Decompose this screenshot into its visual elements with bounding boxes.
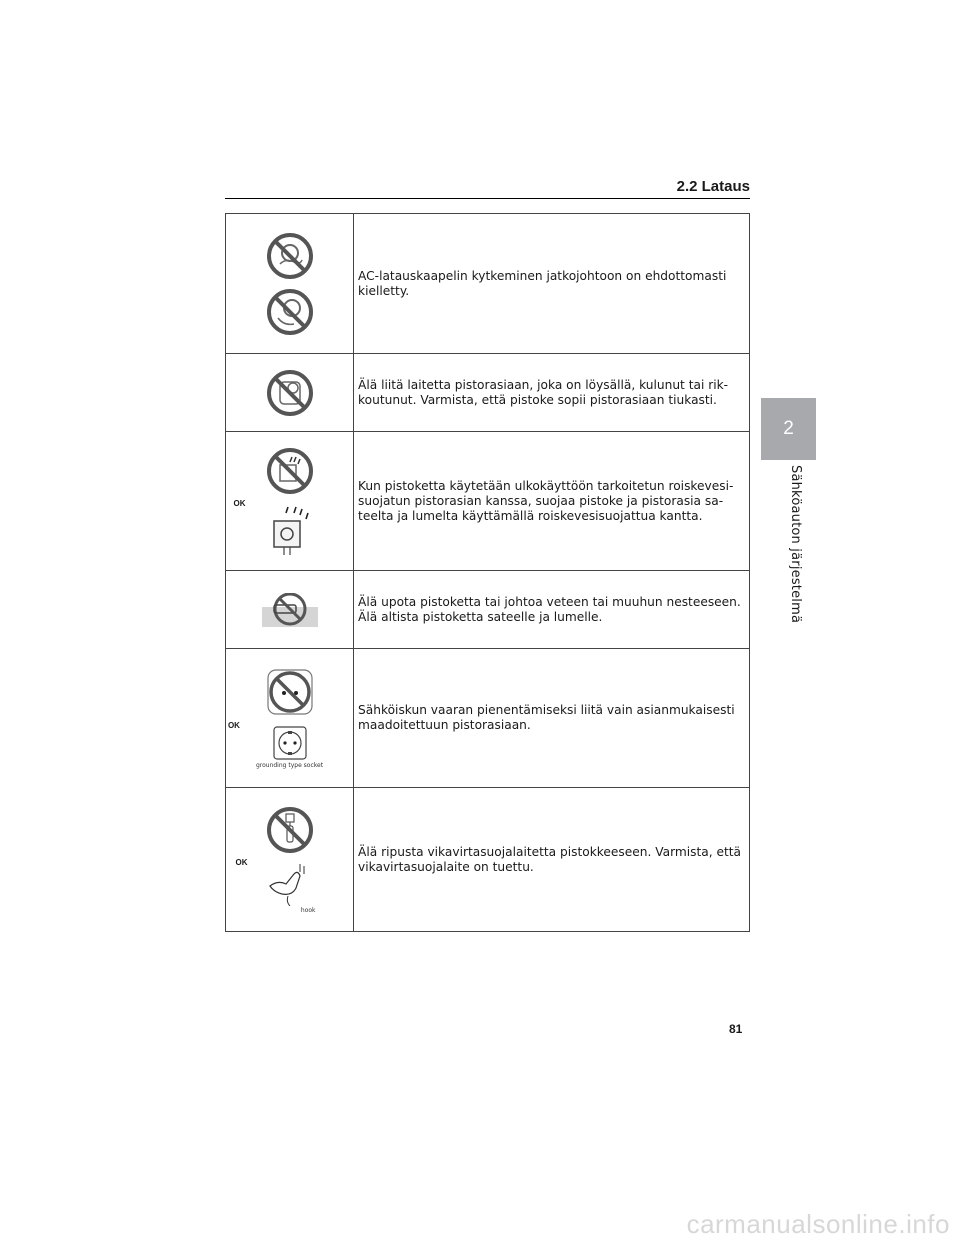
no-extension-cord-icon: [266, 232, 314, 280]
no-extension-cord-socket-icon: [266, 288, 314, 336]
table-row: [226, 649, 750, 788]
icon-cell: [226, 214, 354, 354]
icon-cell: [226, 432, 354, 571]
ok-example: [227, 721, 324, 769]
instruction-text: [354, 432, 750, 571]
section-header: 2.2 Lataus: [676, 178, 750, 195]
rain-protection-icon: [262, 503, 318, 555]
table-row: [226, 432, 750, 571]
instruction-line: vikavirtasuojalaite on tuettu.: [358, 859, 534, 874]
chapter-number: 2: [783, 418, 794, 439]
icon-cell: [226, 571, 354, 649]
supported-rcd-icon: [264, 862, 316, 906]
instruction-line: maadoitettuun pistorasiaan.: [358, 718, 531, 732]
ok-label: OK: [227, 721, 240, 730]
instruction-line: Älä upota pistoketta tai johtoa veteen tai muuhun nesteeseen.: [358, 594, 741, 609]
page-number: 81: [729, 1022, 743, 1036]
ok-example: [233, 499, 318, 555]
instruction-text: [354, 354, 750, 432]
instruction-line: teelta ja lumelta käyttämällä roiskevesisuojattua kantta.: [358, 508, 703, 523]
ok-label: OK: [235, 857, 248, 867]
ok-example: [235, 857, 316, 914]
instruction-text: [354, 788, 750, 932]
table-row: [226, 214, 750, 354]
instruction-line: kielletty.: [358, 283, 410, 298]
instruction-line: Älä liitä laitetta pistorasiaan, joka on löysällä, kulunut tai rik-: [358, 377, 729, 392]
instruction-text: [354, 571, 750, 649]
no-rain-socket-icon: [266, 447, 314, 495]
grounded-socket-icon: [272, 725, 308, 761]
no-immersion-icon: [262, 593, 318, 627]
icon-cell: [226, 788, 354, 932]
instruction-line: Sähköiskun vaaran pienentämiseksi liitä vain asianmukaisesti: [358, 703, 735, 717]
instruction-line: suojatun pistorasian kanssa, suojaa pistoke ja pistorasia sa-: [358, 493, 724, 508]
instruction-text: [354, 649, 750, 788]
table-row: [226, 571, 750, 649]
table-row: [226, 788, 750, 932]
watermark: carmanualsonline.info: [686, 1209, 950, 1239]
instruction-line: Älä altista pistoketta sateelle ja lumelle.: [358, 609, 603, 624]
instruction-line: koutunut. Varmista, että pistoke sopii pistorasiaan tiukasti.: [358, 392, 717, 407]
socket-caption: grounding type socket: [255, 762, 324, 769]
ok-label: OK: [233, 499, 246, 508]
chapter-label: Sähköauton järjestelmä: [788, 465, 803, 624]
instruction-line: AC-latauskaapelin kytkeminen jatkojohtoon on ehdottomasti: [358, 268, 727, 283]
hook-caption: hook: [300, 906, 316, 914]
instruction-line: Älä ripusta vikavirtasuojalaitetta pistokkeeseen. Varmista, että: [358, 844, 741, 859]
chapter-tab[interactable]: [761, 398, 816, 460]
no-loose-socket-icon: [265, 368, 315, 418]
icon-cell: [226, 354, 354, 432]
safety-instructions-table: [225, 213, 750, 932]
header-rule: [225, 198, 750, 199]
instruction-line: Kun pistoketta käytetään ulkokäyttöön tarkoitetun roiskevesi-: [358, 478, 734, 493]
no-hanging-rcd-icon: [266, 806, 314, 854]
table-row: [226, 354, 750, 432]
no-ungrounded-socket-icon: [265, 667, 315, 717]
icon-cell: [226, 649, 354, 788]
instruction-text: [354, 214, 750, 354]
